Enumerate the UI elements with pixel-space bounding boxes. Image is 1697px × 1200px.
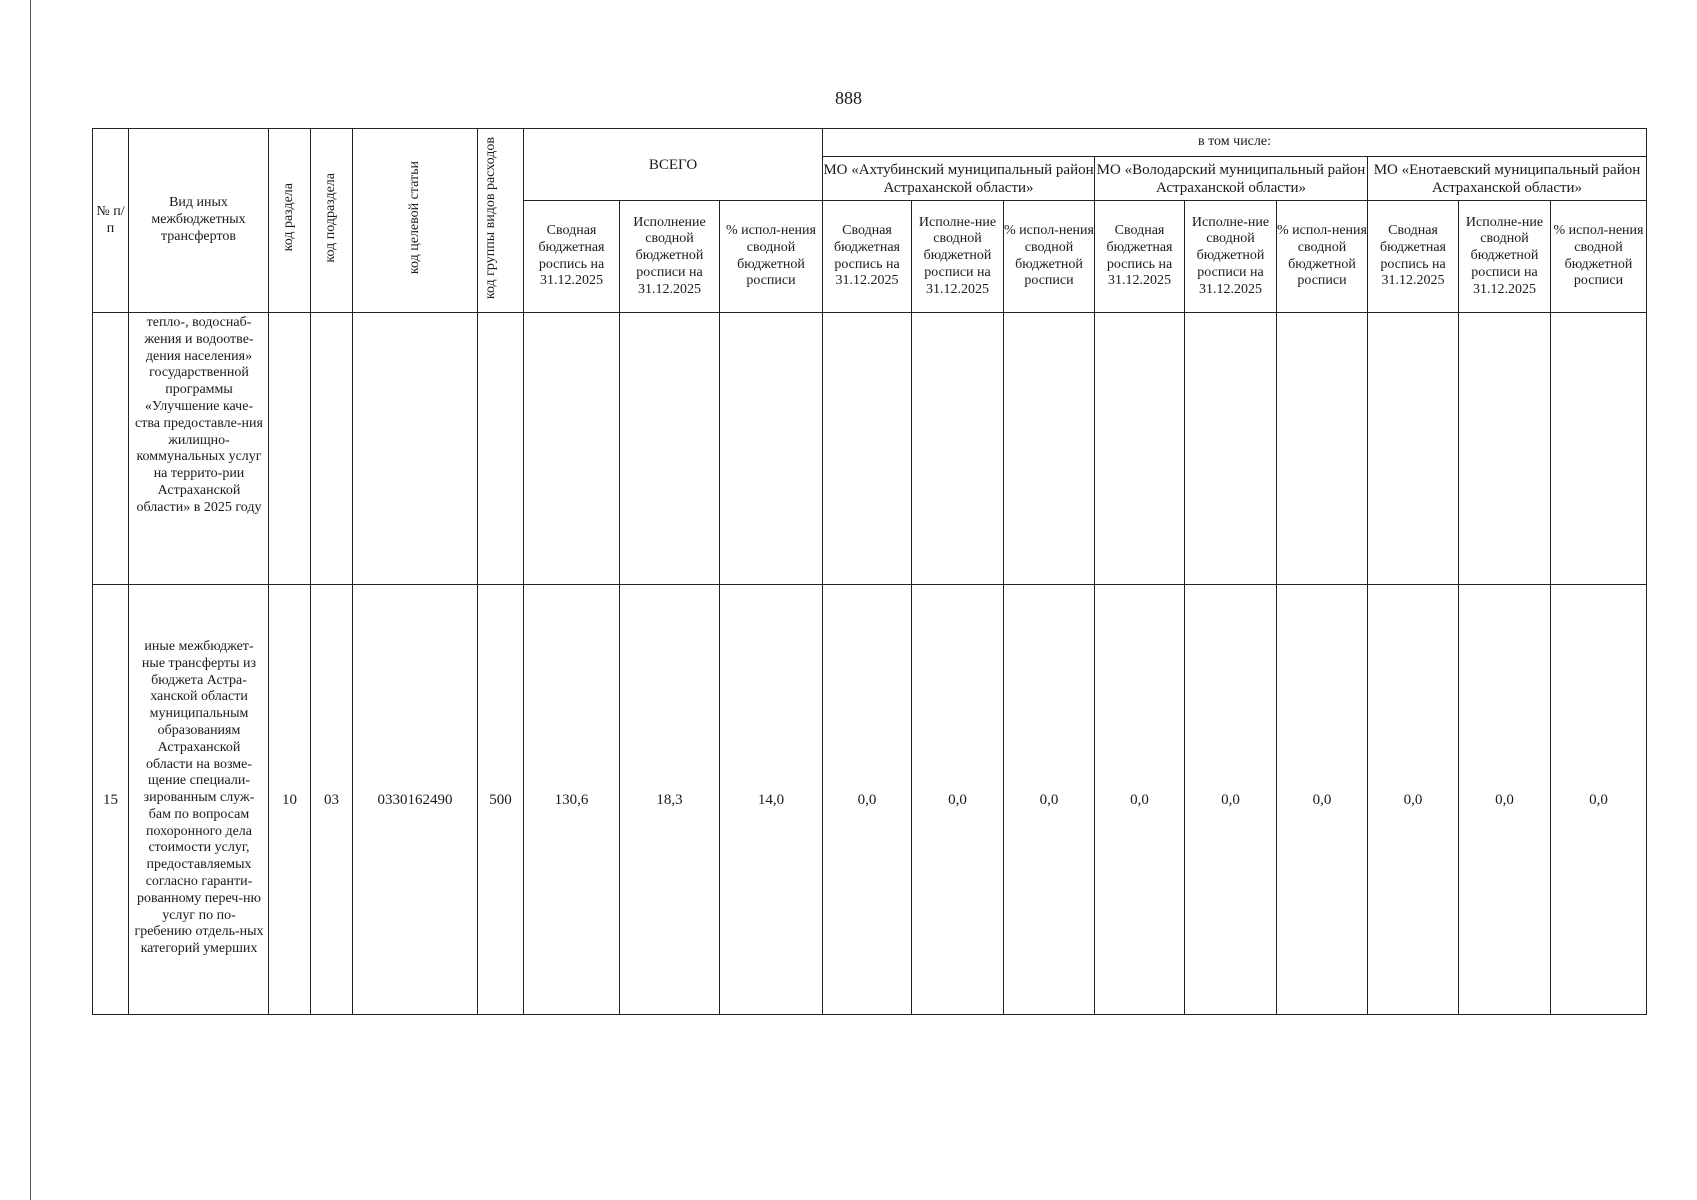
row-value <box>912 313 1004 585</box>
table-row <box>93 313 1647 585</box>
header-mo1-execution: Исполне-ние сводной бюджетной росписи на 31.12.2025 <box>912 201 1004 313</box>
row-value: 0,0 <box>1095 585 1185 1015</box>
row-value <box>1459 313 1551 585</box>
row-value: 0,0 <box>1277 585 1368 1015</box>
row-value <box>1368 313 1459 585</box>
header-expense-group-code: код группы видов расходов <box>478 129 524 313</box>
header-mo1-plan: Сводная бюджетная роспись на 31.12.2025 <box>823 201 912 313</box>
row-value: 0,0 <box>1368 585 1459 1015</box>
header-mo-akhtubinsky: МО «Ахтубинский муниципальный район Астраханской области» <box>823 157 1095 201</box>
row-value <box>1004 313 1095 585</box>
page-number: 888 <box>835 88 862 108</box>
row-value <box>620 313 720 585</box>
table-row <box>93 585 1647 1015</box>
row-num <box>93 313 129 585</box>
row-value <box>1095 313 1185 585</box>
row-value <box>823 313 912 585</box>
header-mo2-percent: % испол-нения сводной бюджетной росписи <box>1277 201 1368 313</box>
row-value <box>1185 313 1277 585</box>
row-subsection: 03 <box>311 585 353 1015</box>
row-value: 0,0 <box>823 585 912 1015</box>
header-mo3-plan: Сводная бюджетная роспись на 31.12.2025 <box>1368 201 1459 313</box>
header-mo3-percent: % испол-нения сводной бюджетной росписи <box>1551 201 1647 313</box>
header-total-percent: % испол-нения сводной бюджетной росписи <box>720 201 823 313</box>
row-value <box>1277 313 1368 585</box>
row-section: 10 <box>269 585 311 1015</box>
header-section-code: код раздела <box>269 129 311 313</box>
binding-margin-line <box>30 0 31 1200</box>
header-including: в том числе: <box>823 129 1647 157</box>
header-num: № п/п <box>93 129 129 313</box>
header-mo3-execution: Исполне-ние сводной бюджетной росписи на 31.12.2025 <box>1459 201 1551 313</box>
header-mo-volodarsky: МО «Володарский муниципальный район Астраханской области» <box>1095 157 1368 201</box>
header-mo1-percent: % испол-нения сводной бюджетной росписи <box>1004 201 1095 313</box>
row-value: 0,0 <box>1004 585 1095 1015</box>
header-total-execution: Исполнение сводной бюджетной росписи на 31.12.2025 <box>620 201 720 313</box>
row-value: 0,0 <box>912 585 1004 1015</box>
header-target-code: код целевой статьи <box>353 129 478 313</box>
row-value <box>524 313 620 585</box>
header-transfer-type: Вид иных межбюджетных трансфертов <box>129 129 269 313</box>
header-total: ВСЕГО <box>524 129 823 201</box>
row-value: 0,0 <box>1551 585 1647 1015</box>
row-value: 0,0 <box>1185 585 1277 1015</box>
transfers-table <box>92 128 1647 1015</box>
header-mo2-execution: Исполне-ние сводной бюджетной росписи на 31.12.2025 <box>1185 201 1277 313</box>
row-description: иные межбюджет-ные трансферты из бюджета Астра-ханской области муниципальным образованиям Астраханской области на возме-щение специали-зированным служ-бам по вопросам похоронного дела стоимости услуг, предоставляемых согласно гаранти-рованному переч-ню услуг по по-гребению отдель-ных категорий умерших <box>129 585 269 1015</box>
row-subsection <box>311 313 353 585</box>
header-subsection-code: код подраздела <box>311 129 353 313</box>
row-value <box>1551 313 1647 585</box>
row-value: 130,6 <box>524 585 620 1015</box>
row-group: 500 <box>478 585 524 1015</box>
row-section <box>269 313 311 585</box>
row-description: тепло-, водоснаб-жения и водоотве-дения населения» государственной программы «Улучшение каче-ства предоставле-ния жилищно-коммунальных услуг на террито-рии Астраханской области» в 2025 году <box>129 313 269 585</box>
row-value: 18,3 <box>620 585 720 1015</box>
header-mo-enotaevsky: МО «Енотаевский муниципальный район Астраханской области» <box>1368 157 1647 201</box>
header-mo2-plan: Сводная бюджетная роспись на 31.12.2025 <box>1095 201 1185 313</box>
header-total-plan: Сводная бюджетная роспись на 31.12.2025 <box>524 201 620 313</box>
row-value: 0,0 <box>1459 585 1551 1015</box>
row-value <box>720 313 823 585</box>
row-group <box>478 313 524 585</box>
row-value: 14,0 <box>720 585 823 1015</box>
row-num: 15 <box>93 585 129 1015</box>
row-target <box>353 313 478 585</box>
row-target: 0330162490 <box>353 585 478 1015</box>
